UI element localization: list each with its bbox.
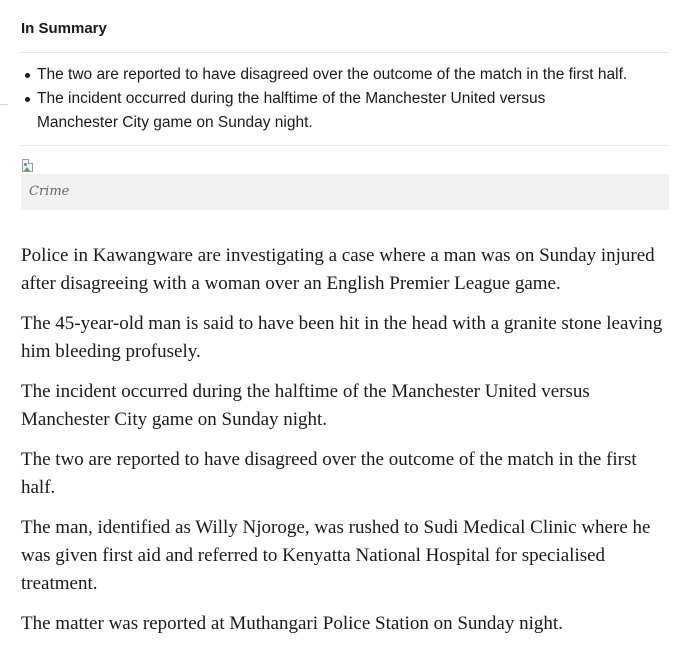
article-paragraph: Police in Kawangware are investigating a case where a man was on Sunday injured after disagreeing with a woman over an English Premier League game. [21, 245, 655, 294]
article-paragraph: The incident occurred during the halftime of the Manchester United versus Manchester City game on Sunday night. [21, 381, 590, 430]
summary-title: In Summary [21, 0, 669, 53]
image-caption: Crime [21, 174, 669, 210]
article-paragraph: The matter was reported at Muthangari Police Station on Sunday night. [21, 613, 563, 634]
summary-item: The two are reported to have disagreed over the outcome of the match in the first half. [37, 63, 629, 87]
side-divider [0, 104, 8, 105]
broken-image-icon[interactable] [21, 158, 37, 174]
summary-list [21, 53, 669, 146]
article-paragraph: The man, identified as Willy Njoroge, was rushed to Sudi Medical Clinic where he was given first aid and referred to Kenyatta National Hospital for specialised treatment. [21, 517, 651, 594]
summary-box [21, 0, 669, 146]
article-container [21, 0, 669, 650]
article-body [21, 242, 669, 638]
summary-item: The incident occurred during the halftime of the Manchester United versus Manchester City game on Sunday night. [37, 87, 629, 135]
article-paragraph: The 45-year-old man is said to have been hit in the head with a granite stone leaving him bleeding profusely. [21, 313, 663, 362]
article-figure [21, 158, 669, 210]
article-paragraph: The two are reported to have disagreed over the outcome of the match in the first half. [21, 449, 637, 498]
